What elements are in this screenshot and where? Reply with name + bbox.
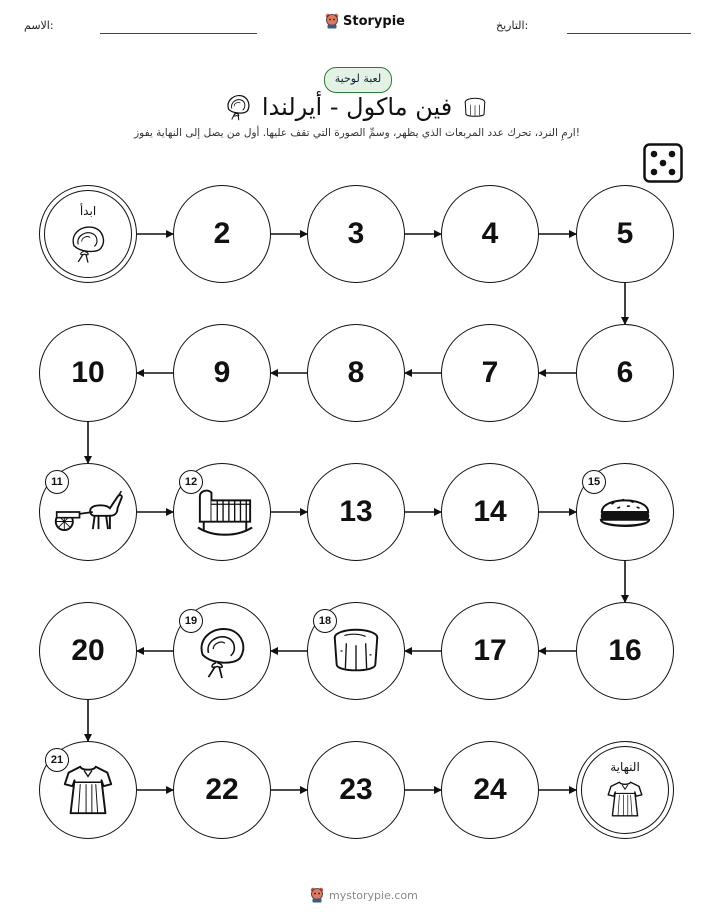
peat-block-icon xyxy=(327,622,385,684)
board-cell-14 xyxy=(441,463,539,561)
bonnet-icon xyxy=(193,622,251,684)
board-cell-8 xyxy=(307,324,405,422)
footer xyxy=(310,887,418,903)
cell-number: 16 xyxy=(608,634,642,667)
cell-number-badge: 19 xyxy=(179,609,203,633)
board-cell-23 xyxy=(307,741,405,839)
board-cell-20 xyxy=(39,602,137,700)
board-cell-25 xyxy=(576,741,674,839)
board-cell-4 xyxy=(441,185,539,283)
cell-number: 5 xyxy=(616,217,634,250)
board-cell-7 xyxy=(441,324,539,422)
board-cell-1 xyxy=(39,185,137,283)
cell-number: 10 xyxy=(71,356,105,389)
board-cell-13 xyxy=(307,463,405,561)
cell-number: 2 xyxy=(213,217,231,250)
board-cell-21 xyxy=(39,741,137,839)
cell-number: 17 xyxy=(473,634,507,667)
cell-number: 9 xyxy=(213,356,231,389)
cell-number: 8 xyxy=(347,356,365,389)
cell-number: 20 xyxy=(71,634,105,667)
horse-cart-icon xyxy=(51,483,127,545)
start-label: ابدأ xyxy=(79,204,97,218)
dress-icon xyxy=(604,778,646,824)
instructions-text: ارمِ النرد، تحرك عدد المربعات الذي يظهر، وسمِّ الصورة التي تقف عليها. أول من يصل إلى النهاية يفوز! xyxy=(134,127,580,139)
footer-url[interactable]: mystorypie.com xyxy=(329,888,418,902)
dress-icon xyxy=(59,761,117,823)
cell-number-badge: 15 xyxy=(582,470,606,494)
name-label: الاسم: xyxy=(24,19,54,32)
cell-number: 24 xyxy=(473,773,507,806)
board-cell-5 xyxy=(576,185,674,283)
cell-number: 3 xyxy=(347,217,365,250)
board-cell-2 xyxy=(173,185,271,283)
board-cell-24 xyxy=(441,741,539,839)
cell-number-badge: 21 xyxy=(45,748,69,772)
page-title: فين ماكول - أيرلندا xyxy=(261,93,453,121)
board-cell-3 xyxy=(307,185,405,283)
bonnet-icon xyxy=(67,222,109,268)
cell-number: 6 xyxy=(616,356,634,389)
cell-number: 4 xyxy=(481,217,499,250)
board-cell-15 xyxy=(576,463,674,561)
board-cell-9 xyxy=(173,324,271,422)
category-badge: لعبة لوحية xyxy=(324,67,392,93)
cell-number: 22 xyxy=(205,773,239,806)
cell-number: 13 xyxy=(339,495,373,528)
finish-label: النهاية xyxy=(610,760,640,774)
date-label: التاريخ: xyxy=(496,19,529,32)
board-cell-17 xyxy=(441,602,539,700)
cell-number: 23 xyxy=(339,773,373,806)
board-cell-11 xyxy=(39,463,137,561)
cell-number: 14 xyxy=(473,495,507,528)
cell-number-badge: 18 xyxy=(313,609,337,633)
board-cell-6 xyxy=(576,324,674,422)
cradle-icon xyxy=(193,483,257,545)
board-cell-19 xyxy=(173,602,271,700)
cell-number: 7 xyxy=(481,356,499,389)
cell-number-badge: 11 xyxy=(45,470,69,494)
board-cell-12 xyxy=(173,463,271,561)
bear-icon xyxy=(310,887,324,903)
brand-name: Storypie xyxy=(343,13,405,29)
board-cell-22 xyxy=(173,741,271,839)
bread-icon xyxy=(596,483,654,545)
board-cell-18 xyxy=(307,602,405,700)
cell-number-badge: 12 xyxy=(179,470,203,494)
board-cell-16 xyxy=(576,602,674,700)
board-cell-10 xyxy=(39,324,137,422)
